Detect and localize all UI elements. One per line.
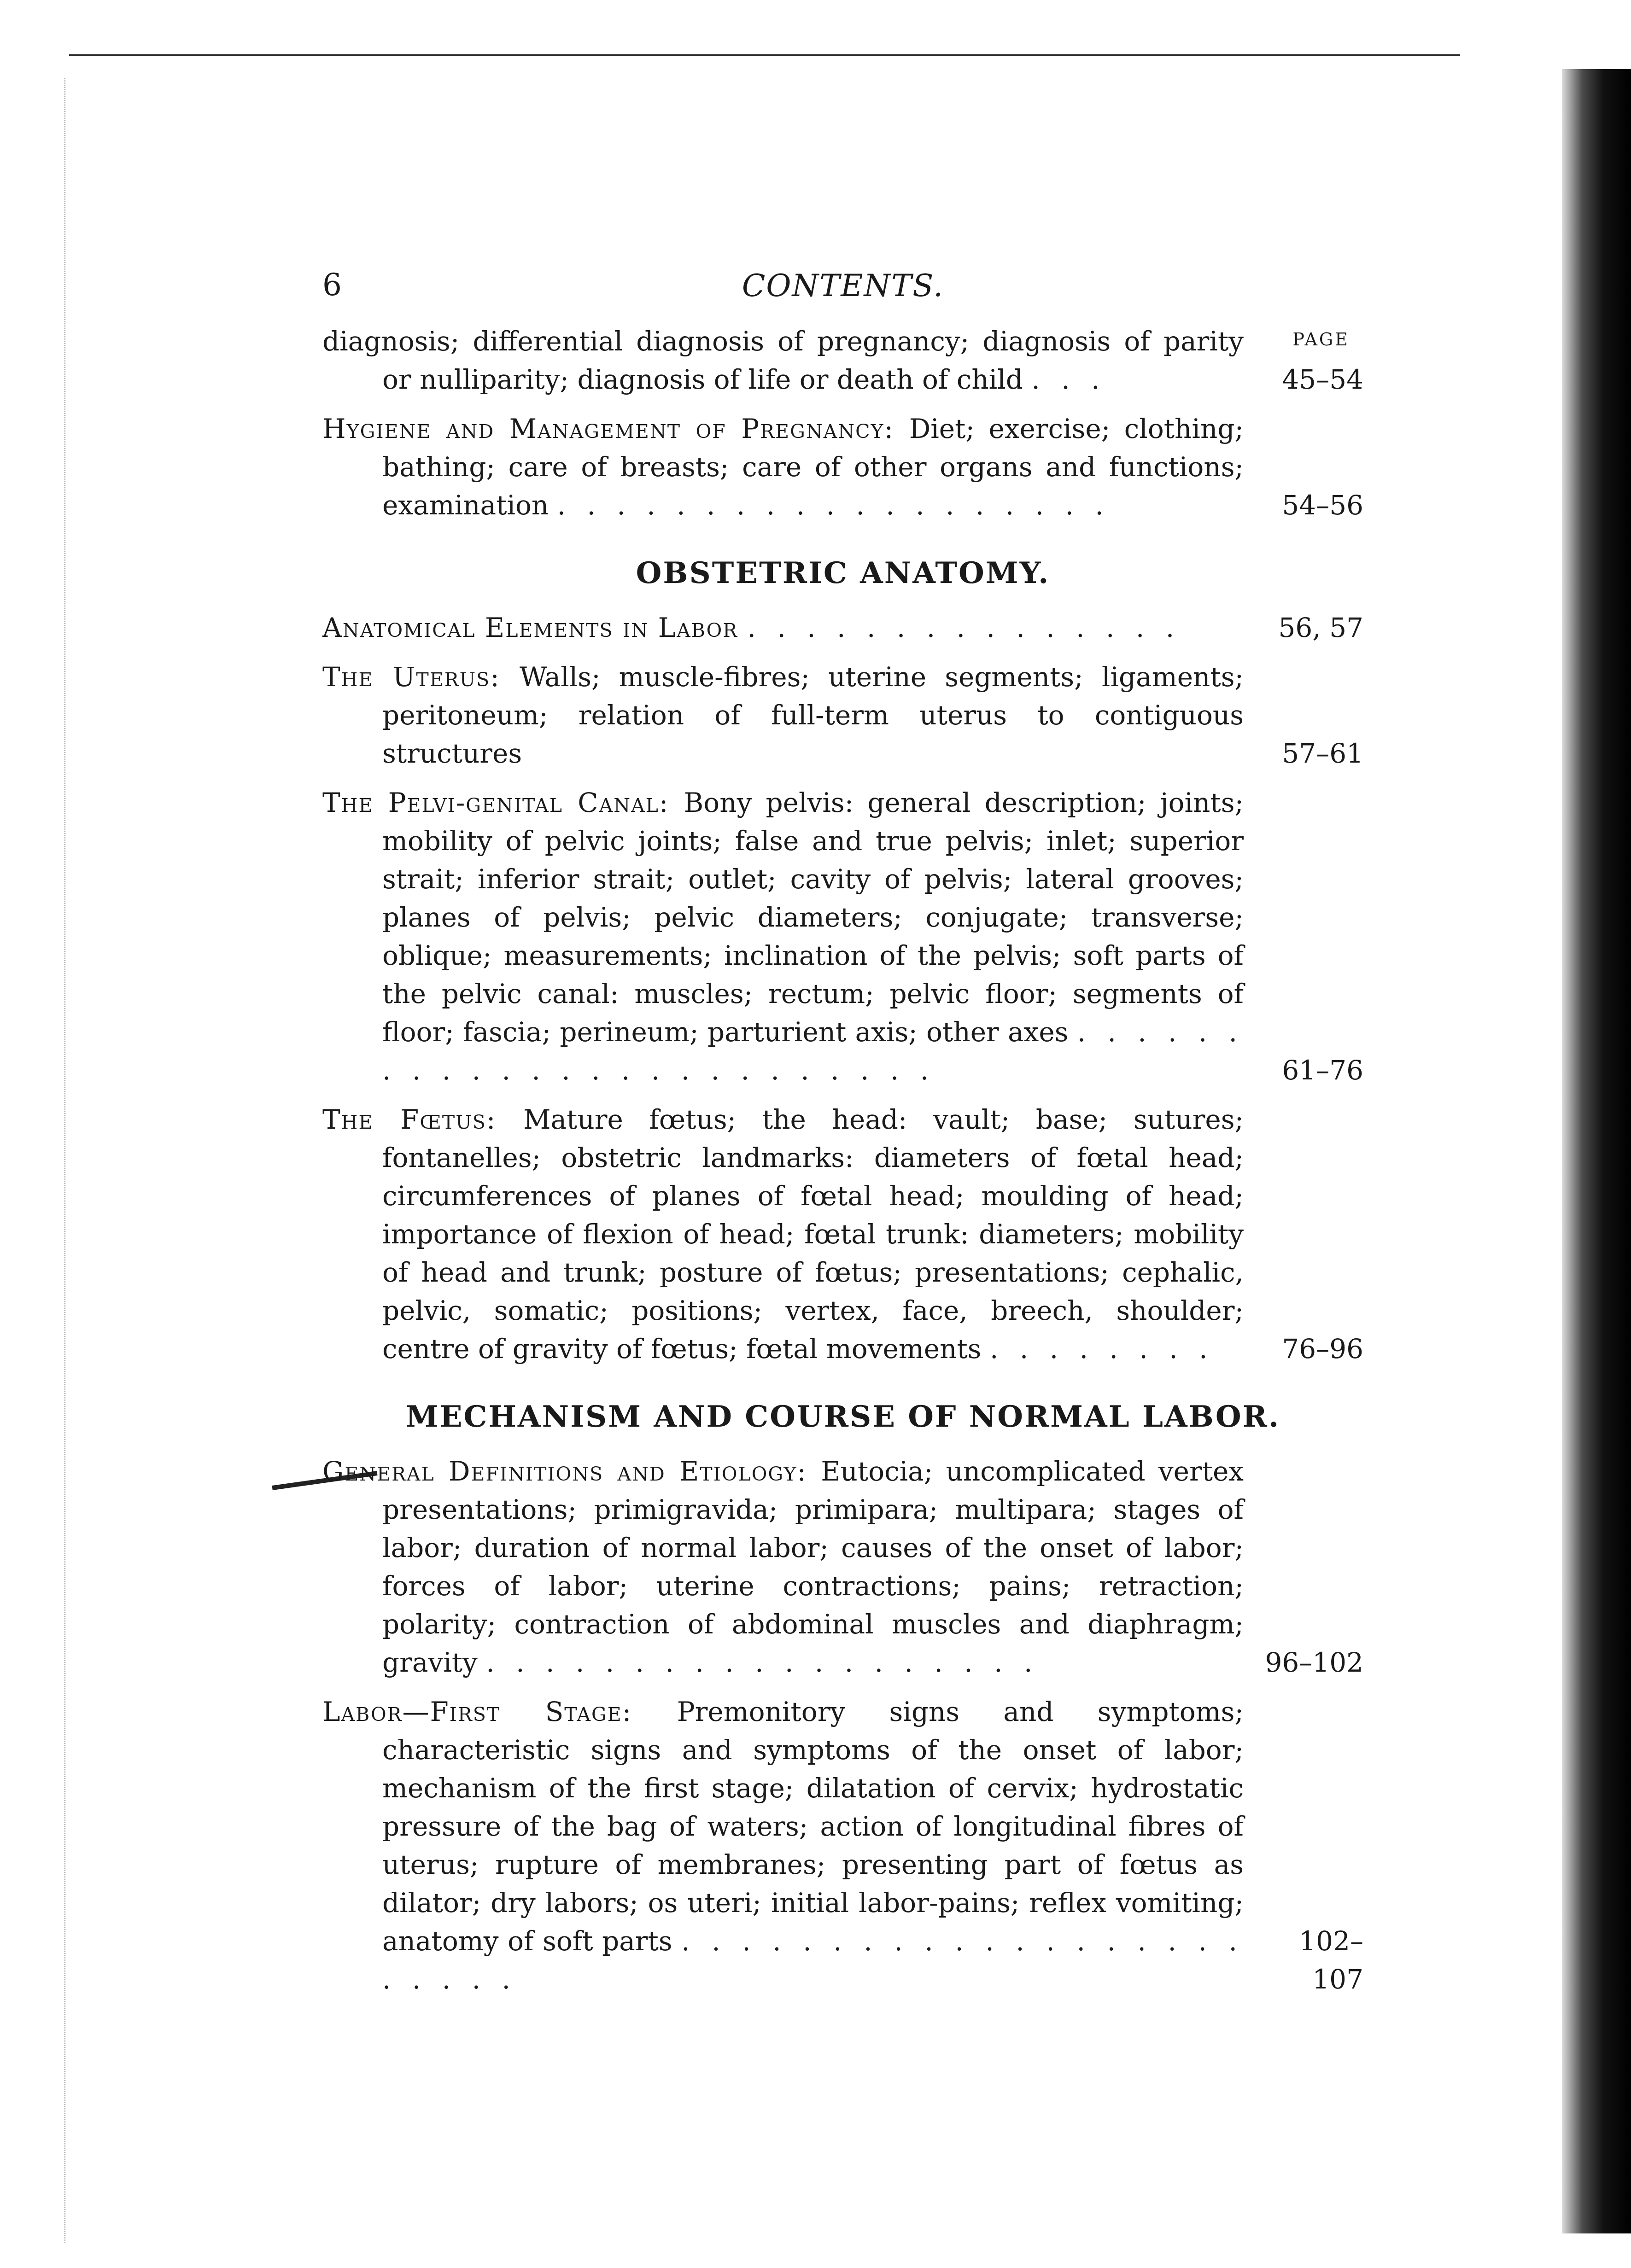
toc-entry-text: Bony pelvis: general description; joints; mobility of pelvic joints; false and true pelvis; inlet; superior strait; inferior strait; outlet; cavity of pelvis; lateral grooves; planes of pelvis; pelvic diameters; conjugate; transverse; oblique; measurements; inclination of the pelvis; soft parts of the pelvic canal: muscles; rectum; pelvic floor; segments of floor; fascia; perineum; parturient axis; other axes [382, 787, 1244, 1048]
leader-dots: . . . . . . . . . . . . . . . . . . . . . . . . . [382, 1016, 1244, 1086]
book-binding-shadow [1562, 69, 1631, 2233]
toc-entry-text: Premonitory signs and symptoms; characteristic signs and symptoms of the onset of labor; mechanism of the first stage; dilatation of cervix; hydrostatic pressure of the bag of waters; action of longitudinal fibres of uterus; rupture of membranes; presenting part of fœtus as dilator; dry labors; os uteri; initial labor-pains; reflex vomiting; anatomy of soft parts [382, 1696, 1244, 1957]
toc-entry-pages: 76–96 [1282, 1333, 1363, 1364]
toc-entry-diagnosis-cont [322, 322, 1363, 399]
section-heading-anatomy: OBSTETRIC ANATOMY. [636, 556, 1050, 590]
leader-dots: . . . . . . . . . . . . . . . . . . . [486, 1647, 1039, 1678]
leader-dots: . . . . . . . . . . . . . . . . . . . [557, 490, 1110, 521]
toc-entry-pages: 57–61 [1282, 738, 1363, 769]
toc-entry-heading: The Fœtus: [322, 1104, 524, 1135]
toc-entry-heading: The Uterus: [322, 661, 520, 693]
toc-entry-text: Eutocia; uncomplicated vertex presentations; primigravida; primipara; multipara; stages of labor; duration of normal labor; causes of the onset of labor; forces of labor; uterine contractions; pains; retraction; polarity; contraction of abdominal muscles and diaphragm; gravity [382, 1456, 1244, 1678]
leader-dots: . . . . . . . . . . . . . . . . . . . . . . . . [382, 1925, 1244, 1995]
leader-dots: . . . . . . . . [989, 1333, 1214, 1364]
toc-entry-pelvi-genital-canal [322, 784, 1363, 1090]
running-title: CONTENTS. [742, 268, 944, 303]
toc-entry-heading: Hygiene and Management of Pregnancy: [322, 413, 909, 444]
page-column-label: PAGE [1292, 329, 1350, 350]
page-left-edge [64, 78, 65, 2243]
page-number: 6 [322, 267, 342, 303]
toc-entry-anatomical-elements [322, 609, 1363, 647]
toc-entry-pages: 61–76 [1282, 1055, 1363, 1086]
toc-entry-heading: Labor—First Stage: [322, 1696, 677, 1727]
toc-entry-uterus [322, 658, 1363, 773]
toc-entry-hygiene [322, 410, 1363, 525]
leader-dots: . . . [1031, 364, 1106, 395]
toc-entry-foetus [322, 1101, 1363, 1368]
toc-entry-labor-first-stage [322, 1693, 1363, 1999]
toc-entry-heading: The Pelvi-genital Canal: [322, 787, 684, 818]
section-heading-mechanism: MECHANISM AND COURSE OF NORMAL LABOR. [405, 1399, 1280, 1434]
toc-entry-general-definitions [322, 1452, 1363, 1682]
toc-entry-pages: 56, 57 [1278, 612, 1363, 643]
toc-entry-text: Diet; exercise; clothing; bathing; care of breasts; care of other organs and functions; examination [382, 413, 1244, 521]
page-top-rule [69, 54, 1460, 56]
toc-entry-text: Mature fœtus; the head: vault; base; sutures; fontanelles; obstetric landmarks: diameters of fœtal head; circumferences of planes of fœtal head; moulding of head; importance of flexion of head; fœtal trunk: diameters; mobility of head and trunk; posture of fœtus; presentations; cephalic, pelvic, somatic; positions; vertex, face, breech, shoulder; centre of gravity of fœtus; fœtal movements [382, 1104, 1244, 1364]
toc-entry-text: diagnosis; differential diagnosis of pregnancy; diagnosis of parity or nulliparity; diagnosis of life or death of child [322, 326, 1244, 395]
toc-entry-pages: 54–56 [1282, 490, 1363, 521]
page-header [322, 258, 1363, 350]
toc-entry-pages: 96–102 [1265, 1647, 1363, 1678]
contents-page [322, 258, 1363, 2010]
leader-dots: . . . . . . . . . . . . . . . [747, 612, 1181, 643]
toc-entry-heading: Anatomical Elements in Labor [322, 612, 748, 643]
toc-entry-text: Walls; muscle-fibres; uterine segments; ligaments; peritoneum; relation of full-term uterus to contiguous structures [382, 661, 1244, 769]
toc-entry-pages: 45–54 [1282, 364, 1363, 395]
toc-entry-heading: General Definitions and Etiology: [322, 1456, 821, 1487]
toc-entry-pages: 102–107 [1299, 1925, 1363, 1995]
